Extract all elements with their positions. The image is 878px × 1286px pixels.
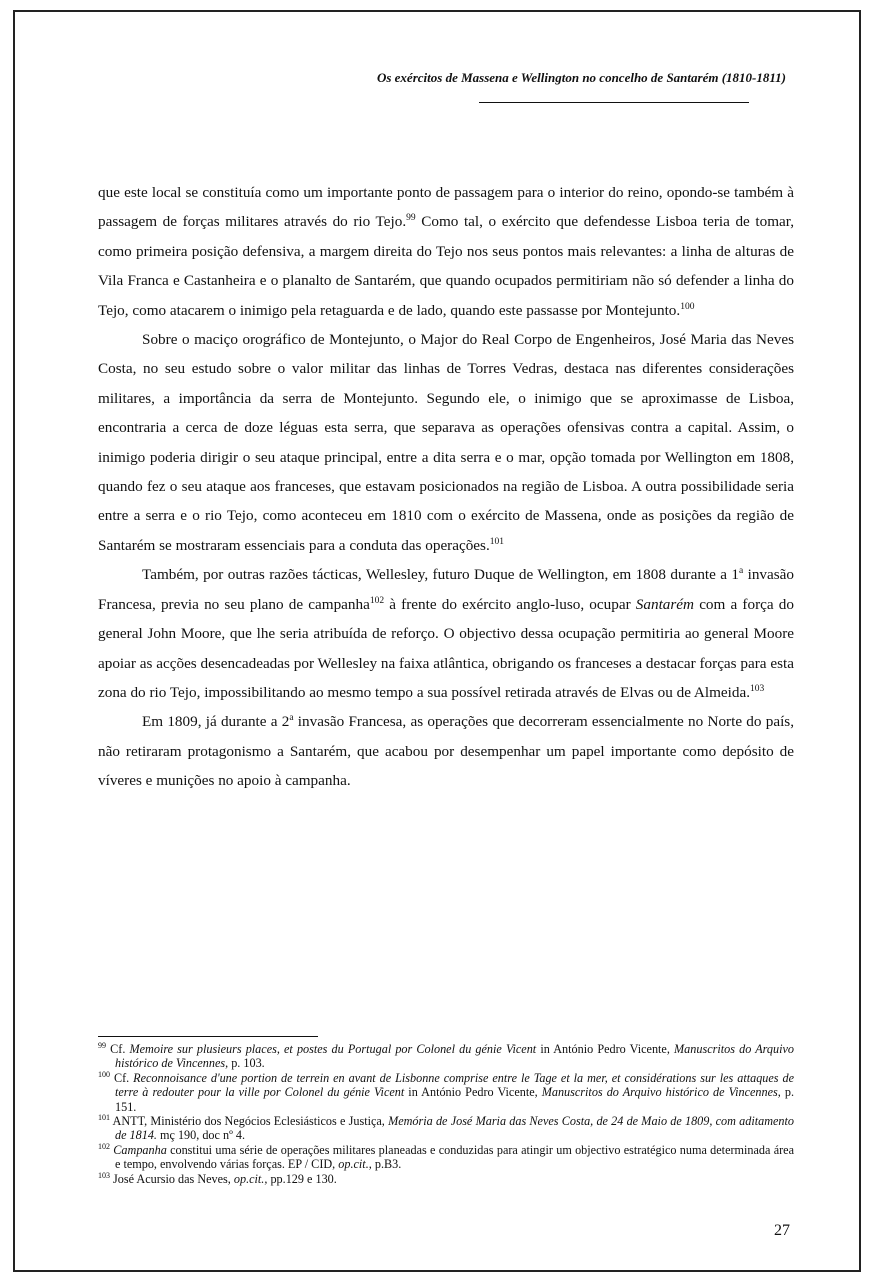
- footnote-rule: [98, 1036, 318, 1037]
- footnote-ref-103[interactable]: 103: [750, 683, 765, 694]
- footnote-ref-102[interactable]: 102: [369, 595, 385, 606]
- footnote-99: $^{99}$ Cf. Memoire sur plusieurs places, et postes du Portugal por Colonel du génie Vicent in António Pedro Vicente, Manuscritos do Arquivo histórico de Vincennes, p. 103.: [98, 1040, 795, 1071]
- paragraph-2: Sobre o maciço orográfico de Montejunto, o Major do Real Corpo de Engenheiros, José Maria das Neves Costa, no seu estudo sobre o valor militar das linhas de Torres Vedras, destaca nas diferentes considerações militares, a importância da serra de Montejunto. Segundo ele, o inimigo que se aproximasse de Lisboa, encontraria a cerca de doze léguas esta serra, que separava as operações ofensivas contra a capital. Assim, o inimigo poderia dirigir o seu ataque principal, entre a dita serra e o mar, opção tomada por Wellington em 1808, quando fez o seu ataque aos franceses, que estavam posicionados na região de Lisboa. A outra possibilidade seria entre a serra e o rio Tejo, como aconteceu em 1810 com o exército de Massena, onde as posições da região de Santarém se mostraram essenciais para a conduta das operações.$^{101}$: [98, 331, 794, 554]
- paragraph-3: Também, por outras razões tácticas, Wellesley, futuro Duque de Wellington, em 1808 durante a 1$^a$ invasão Francesa, previa no seu plano de campanha$^{102}$ à frente do exército anglo-luso, ocupar Santarém com a força do general John Moore, que lhe seria atribuída de reforço. O objectivo dessa ocupação permitiria ao general Moore apoiar as acções desencadeadas por Wellesley na faixa atlântica, obrigando os franceses a destacar forças para esta zona do rio Tejo, impossibilitando ao mesmo tempo a sua possível retirada através de Elvas ou de Almeida.$^{103}$: [98, 566, 794, 701]
- footnote-103: $^{103}$ José Acursio das Neves, op.cit., pp.129 e 130.: [98, 1170, 337, 1186]
- footnote-101: $^{101}$ ANTT, Ministério dos Negócios Eclesiásticos e Justiça, Memória de José Maria das Neves Costa, de 24 de Maio de 1809, com aditamento de 1814. mç 190, doc nº 4.: [98, 1112, 794, 1143]
- footnotes: [98, 1042, 794, 1186]
- paragraph-4: Em 1809, já durante a 2$^a$ invasão Francesa, as operações que decorreram essencialmente no Norte do país, não retiraram protagonismo a Santarém, que acabou por desempenhar um papel importante como depósito de víveres e munições no apoio à campanha.: [98, 713, 795, 790]
- footnote-100: $^{100}$ Cf. Reconnoisance d'une portion de terrein en avant de Lisbonne comprise entre le Tage et la mer, et considérations sur les attaques de terre à redouter pour la ville por Colonel du génie Vicent in António Pedro Vicente, Manuscritos do Arquivo histórico de Vincennes, p. 151.: [98, 1069, 794, 1114]
- paragraph-1: que este local se constituía como um importante ponto de passagem para o interior do reino, opondo-se também à passagem de forças militares através do rio Tejo.$^{99}$ Como tal, o exército que defendesse Lisboa teria de tomar, como primeira posição defensiva, a margem direita do Tejo nos seus pontos mais relevantes: a linha de alturas de Vila Franca e Castanheira e o planalto de Santarém, que quando ocupados permitiriam não só defender a linha do Tejo, como atacarem o inimigo pela retaguarda e de lado, quando este passasse por Montejunto.$^{100}$: [98, 184, 794, 319]
- footnote-ref-99[interactable]: 99: [406, 213, 416, 224]
- header-rule: [479, 102, 749, 103]
- footnote-ref-101[interactable]: 101: [489, 536, 505, 547]
- footnote-ref-100[interactable]: 100: [680, 301, 695, 312]
- page-number: 27: [774, 1222, 790, 1239]
- ordinal-marker: a: [739, 566, 744, 577]
- footnote-102: $^{102}$ Campanha constitui uma série de operações militares planeadas e conduzidas para atingir um objectivo estratégico numa determinada área e tempo, envolvendo várias forças. EP / CID, op.cit., p.B3.: [98, 1141, 794, 1172]
- ordinal-marker: a: [289, 713, 294, 724]
- running-header: Os exércitos de Massena e Wellington no concelho de Santarém (1810-1811): [376, 70, 786, 85]
- body-text: [98, 178, 794, 796]
